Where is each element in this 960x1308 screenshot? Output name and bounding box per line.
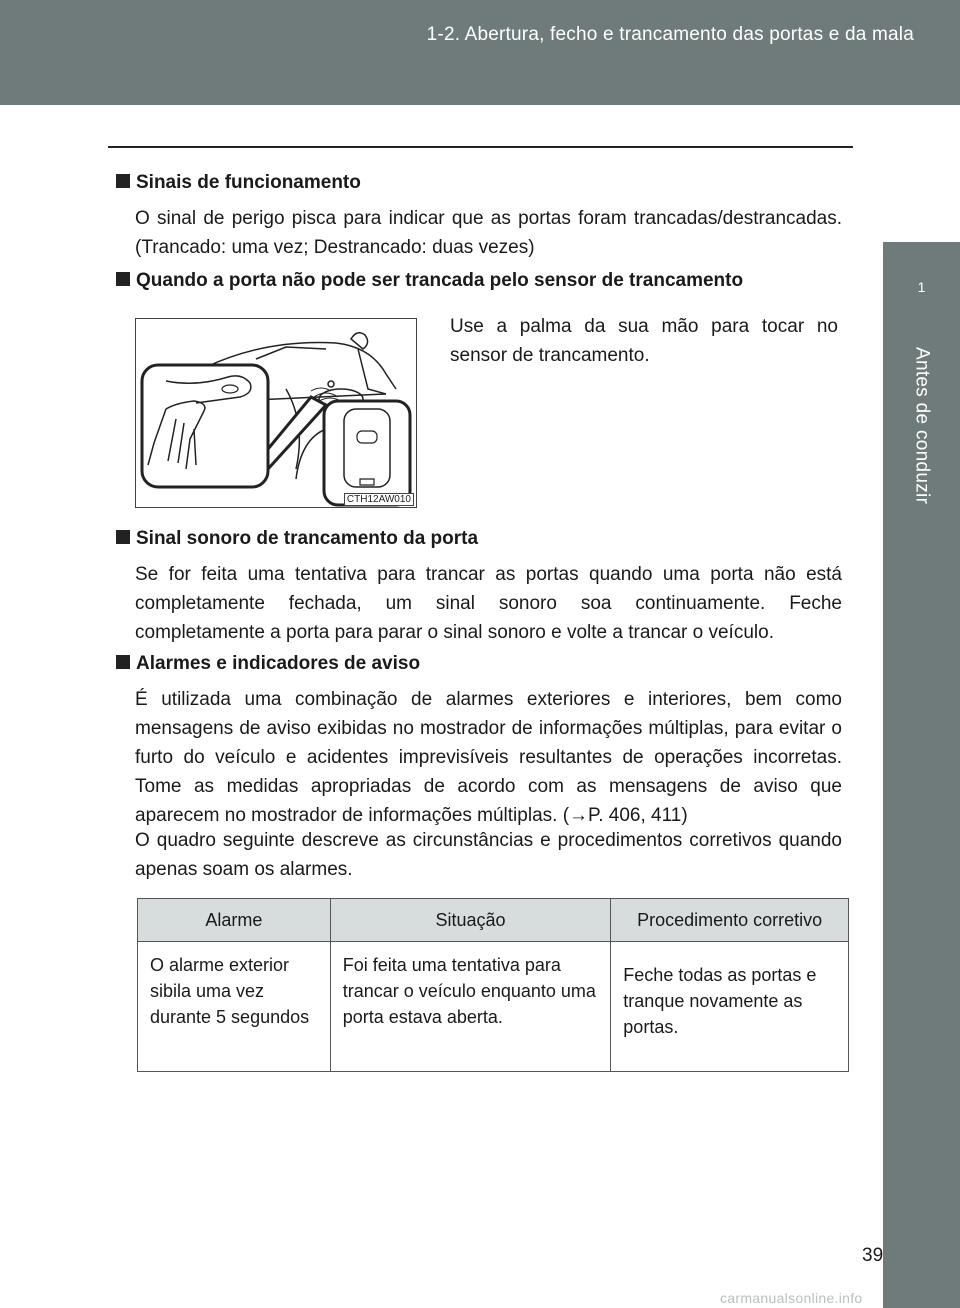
square-bullet-icon bbox=[116, 655, 130, 669]
section-body-3: Se for feita uma tentativa para trancar as portas quando uma porta não está completamente fechada, um sinal sonoro soa continuamente. Feche completamente a porta para parar o sinal sonoro e volte a trancar o veículo. bbox=[135, 564, 842, 643]
table-cell: O alarme exterior sibila uma vez durante 5 segundos bbox=[138, 942, 331, 1072]
section-heading-1 bbox=[116, 172, 361, 194]
lock-sensor-illustration bbox=[135, 318, 417, 508]
figure-code: CTH12AW010 bbox=[344, 493, 414, 506]
square-bullet-icon bbox=[116, 530, 130, 544]
car-door-illustration bbox=[136, 319, 416, 507]
chapter-title: 1-2. Abertura, fecho e trancamento das portas e da mala bbox=[426, 24, 914, 45]
heading-text: Sinais de funcionamento bbox=[136, 172, 361, 193]
section-heading-2 bbox=[116, 270, 743, 292]
heading-text: Alarmes e indicadores de aviso bbox=[136, 653, 421, 674]
section-body-4: É utilizada uma combinação de alarmes exteriores e interiores, bem como mensagens de aviso exibidas no mostrador de informações múltiplas, para evitar o furto do veículo e acidentes imprevisíveis resultantes de operações incorretas. Tome as medidas apropriadas de acordo com as mensagens de aviso que aparecem no mostrador de informações múltiplas. (→P. 406, 411) bbox=[135, 689, 842, 826]
section-body-1: O sinal de perigo pisca para indicar que as portas foram trancadas/destrancadas. (Trancado: uma vez; Destrancado: duas vezes) bbox=[135, 208, 842, 258]
table-header-row bbox=[138, 899, 849, 942]
table-row bbox=[138, 942, 849, 1072]
side-chapter-tab bbox=[883, 242, 960, 1308]
header-band bbox=[0, 0, 960, 105]
table-header-cell: Situação bbox=[330, 899, 611, 942]
section-heading-4 bbox=[116, 653, 420, 675]
section-heading-3 bbox=[116, 528, 478, 550]
heading-text: Quando a porta não pode ser trancada pelo sensor de trancamento bbox=[136, 270, 744, 291]
square-bullet-icon bbox=[116, 174, 130, 188]
square-bullet-icon bbox=[116, 272, 130, 286]
section-body-4b: O quadro seguinte descreve as circunstâncias e procedimentos corretivos quando apenas soam os alarmes. bbox=[135, 830, 842, 880]
table-header-cell: Procedimento corretivo bbox=[611, 899, 849, 942]
table-header-cell: Alarme bbox=[138, 899, 331, 942]
side-tab-label-wrap bbox=[883, 347, 960, 567]
section-body-2: Use a palma da sua mão para tocar no sensor de trancamento. bbox=[450, 316, 838, 366]
side-tab-number: 1 bbox=[917, 279, 926, 295]
table-cell: Feche todas as portas e tranque novamente as portas. bbox=[611, 942, 849, 1072]
side-tab-label: Antes de conduzir bbox=[911, 347, 933, 505]
heading-text: Sinal sonoro de trancamento da porta bbox=[136, 528, 479, 549]
table-cell: Foi feita uma tentativa para trancar o veículo enquanto uma porta estava aberta. bbox=[330, 942, 611, 1072]
page-number: 39 bbox=[862, 1245, 884, 1266]
alarm-table bbox=[137, 898, 849, 1072]
watermark: carmanualsonline.info bbox=[720, 1290, 863, 1306]
top-rule bbox=[108, 146, 853, 148]
